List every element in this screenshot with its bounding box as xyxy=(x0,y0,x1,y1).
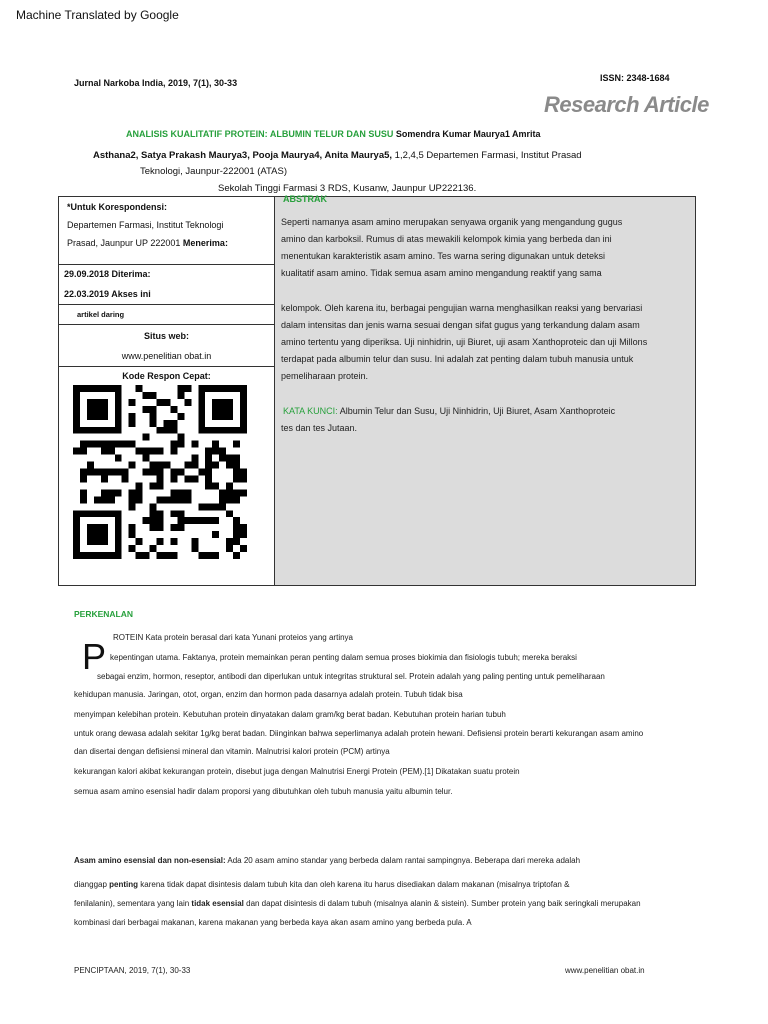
keywords-text: Albumin Telur dan Susu, Uji Ninhidrin, Uji Biuret, Asam Xanthoproteic xyxy=(337,406,616,416)
correspondence-cell xyxy=(59,197,274,265)
abstract-line: kualitatif asam amino. Tidak semua asam amino mengandung reaktif yang sama xyxy=(281,268,602,278)
intro-line: menyimpan kelebihan protein. Kebutuhan protein dinyatakan dalam gram/kg berat badan. Kebutuhan protein harian tubuh xyxy=(74,710,506,719)
correspondence-panel xyxy=(59,197,275,585)
abstract-line: Seperti namanya asam amino merupakan senyawa organik yang mengandung gugus xyxy=(281,217,623,227)
abstract-heading: ABSTRAK xyxy=(283,194,327,204)
machine-translation-banner: Machine Translated by Google xyxy=(16,8,179,22)
correspondence-address-1: Departemen Farmasi, Institut Teknologi xyxy=(67,220,224,230)
abstract-line: menentukan karakteristik asam amino. Tes warna sering digunakan untuk deteksi xyxy=(281,251,606,261)
correspondence-label: *Untuk Korespondensi: xyxy=(67,202,168,212)
qr-code[interactable] xyxy=(73,385,247,559)
website-label: Situs web: xyxy=(143,331,189,341)
essential-line-1: Asam amino esensial dan non-esensial: Ada 20 asam amino standar yang berbeda dalam rantai sampingnya. Beberapa dari mereka adalah xyxy=(74,856,581,865)
info-box xyxy=(58,196,696,586)
abstract-line: pemeliharaan protein. xyxy=(281,371,369,381)
article-title: ANALISIS KUALITATIF PROTEIN: ALBUMIN TELUR DAN SUSU xyxy=(126,129,394,139)
website-cell xyxy=(59,325,274,367)
accepted-date: 22.03.2019 Akses ini xyxy=(64,289,151,299)
essential-line-4: kombinasi dari berbagai makanan, karena makanan yang berbeda kaya akan asam amino yang berbeda pula. A xyxy=(74,918,472,927)
authors-names: Asthana2, Satya Prakash Maurya3, Pooja Maurya4, Anita Maurya5, xyxy=(93,150,393,161)
essential-line-2: dianggap penting karena tidak dapat disintesis dalam tubuh kita dan oleh karena itu harus disediakan dalam makanan (misalnya triptofan & xyxy=(74,880,570,889)
intro-line: semua asam amino esensial hadir dalam proporsi yang dibutuhkan oleh tubuh manusia yaitu albumin telur. xyxy=(74,787,453,796)
drop-cap: P xyxy=(82,636,107,677)
affiliation-line-4: Sekolah Tinggi Farmasi 3 RDS, Kusanw, Jaunpur UP222136. xyxy=(218,183,477,194)
affiliation-line-3: Teknologi, Jaunpur-222001 (ATAS) xyxy=(140,166,287,177)
abstract-line: terdapat pada albumin telur dan susu. Ini adalah zat penting dalam tubuh manusia untuk xyxy=(281,354,634,364)
keywords-line-2: tes dan tes Jutaan. xyxy=(281,423,358,433)
abstract-panel xyxy=(275,194,695,585)
online-article-label: artikel daring xyxy=(77,310,125,319)
footer-citation: PENCIPTAAN, 2019, 7(1), 30-33 xyxy=(74,966,191,975)
article-title-line xyxy=(126,129,541,139)
affiliation-1: 1,2,4,5 Departemen Farmasi, Institut Prasad xyxy=(392,150,582,161)
issn: ISSN: 2348-1684 xyxy=(600,73,670,83)
received-date: 29.09.2018 Diterima: xyxy=(64,269,151,279)
intro-line: ROTEIN Kata protein berasal dari kata Yunani proteios yang artinya xyxy=(113,633,353,642)
essential-line-3: fenilalanin), sementara yang lain tidak esensial dan dapat disintesis di dalam tubuh (misalnya alanin & sistein). Sumber protein yang baik seringkali merupakan xyxy=(74,899,641,908)
qr-label: Kode Respon Cepat: xyxy=(122,371,211,381)
authors-line-1: Somendra Kumar Maurya1 Amrita xyxy=(393,129,541,139)
journal-citation: Jurnal Narkoba India, 2019, 7(1), 30-33 xyxy=(74,78,238,88)
website-url[interactable]: www.penelitian obat.in xyxy=(121,351,212,361)
online-cell xyxy=(59,305,274,325)
intro-line: kepentingan utama. Faktanya, protein memainkan peran penting dalam semua proses biokimia dan fisiologis tubuh; mereka beraksi xyxy=(110,653,577,662)
intro-line: kekurangan kalori akibat kekurangan protein, disebut juga dengan Malnutrisi Energi Protein (PEM).[1] Dikatakan suatu protein xyxy=(74,767,520,776)
dates-cell xyxy=(59,265,274,305)
abstract-line: dalam intensitas dan jenis warna sesuai dengan sifat gugus yang terkandung dalam asam xyxy=(281,320,640,330)
research-article-logo: Research Article xyxy=(544,92,709,117)
abstract-line: kelompok. Oleh karena itu, berbagai pengujian warna menghasilkan reaksi yang bervariasi xyxy=(281,303,643,313)
section-heading-introduction: PERKENALAN xyxy=(74,609,134,619)
intro-line: dan disertai dengan defisiensi mineral dan vitamin. Malnutrisi kalori protein (PCM) artinya xyxy=(74,747,390,756)
keywords-label: KATA KUNCI: xyxy=(283,406,338,416)
intro-line: kehidupan manusia. Jaringan, otot, organ, enzim dan hormon pada dasarnya adalah protein. Tubuh tidak bisa xyxy=(74,690,463,699)
intro-line: sebagai enzim, hormon, reseptor, antibodi dan diperlukan untuk integritas struktural sel. Protein adalah yang paling penting untuk pemeliharaan xyxy=(97,672,605,681)
footer-website[interactable]: www.penelitian obat.in xyxy=(565,966,645,975)
intro-line: untuk orang dewasa adalah sekitar 1g/kg berat badan. Diinginkan bahwa seperlimanya adalah protein hewani. Defisiensi protein berarti kekurangan asam amino xyxy=(74,729,644,738)
abstract-line: amino tertentu yang diperiksa. Uji ninhidrin, uji Biuret, uji asam Xanthoproteic dan uji Millons xyxy=(281,337,648,347)
correspondence-address-2: Prasad, Jaunpur UP 222001 Menerima: xyxy=(67,238,228,248)
keywords-line-1 xyxy=(283,406,615,416)
authors-line-2 xyxy=(93,150,582,161)
essential-label: Asam amino esensial dan non-esensial: xyxy=(74,856,226,865)
abstract-line: amino dan karboksil. Rumus di atas mewakili kelompok kimia yang berbeda dan ini xyxy=(281,234,612,244)
